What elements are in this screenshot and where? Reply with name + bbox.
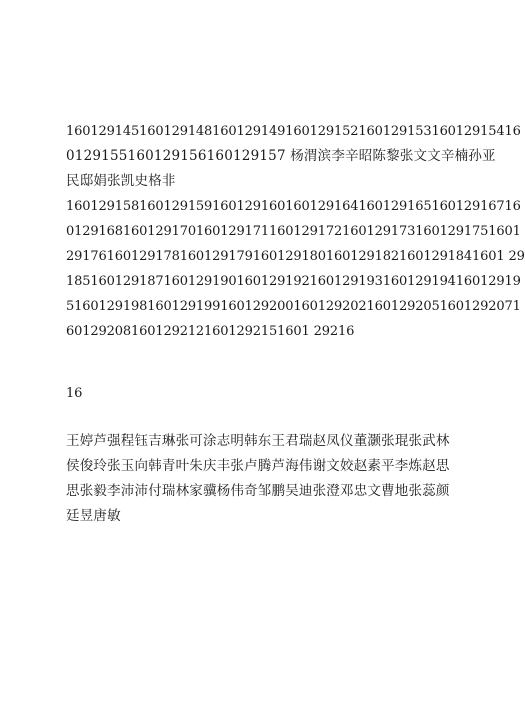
- text-line: 16012914516012914816012914916012915216012915316012915416: [66, 124, 521, 139]
- text-line: 思张毅李沛沛付瑞林家骥杨伟奇邹鹏吴迪张澄邓忠文曹地张蕊颜: [66, 483, 450, 499]
- text-line: 0129168160129170160129171160129172160129173160129175160​1: [66, 224, 521, 239]
- page-number-text: 16: [66, 386, 83, 401]
- text-line: 王婷芦强程钰吉琳张可涂志明韩东王君瑞赵凤仪董灏张琨张武林: [66, 433, 450, 449]
- text-line: 侯俊玲张玉向韩青叶朱庆丰张卢腾芦海伟谢文姣赵素平李炼赵思: [66, 458, 450, 474]
- paragraph-1: [66, 119, 521, 194]
- paragraph-2: [66, 194, 525, 344]
- paragraph-3: [66, 429, 450, 529]
- text-line: 16012915816012915916012916016012916416012916516012916716: [66, 199, 521, 214]
- text-line: 601292081601292121601292151601 29216: [66, 324, 355, 339]
- text-line: 291761601291781601291791601291801601291821601291841601 29: [66, 249, 525, 264]
- text-line: 0129155160129156160129157 杨渭滨李辛昭陈黎张文文辛楠孙亚: [66, 148, 496, 164]
- text-line: 18516012918716012919016012919216012919316012919416012919: [66, 274, 521, 289]
- text-line: 51601291981601291991601292001601292021601292051601292071: [66, 299, 521, 314]
- page-number: [66, 381, 440, 406]
- text-line: 廷昱唐敏: [66, 508, 121, 524]
- text-line: 民邸娟张凯史格非: [66, 173, 176, 189]
